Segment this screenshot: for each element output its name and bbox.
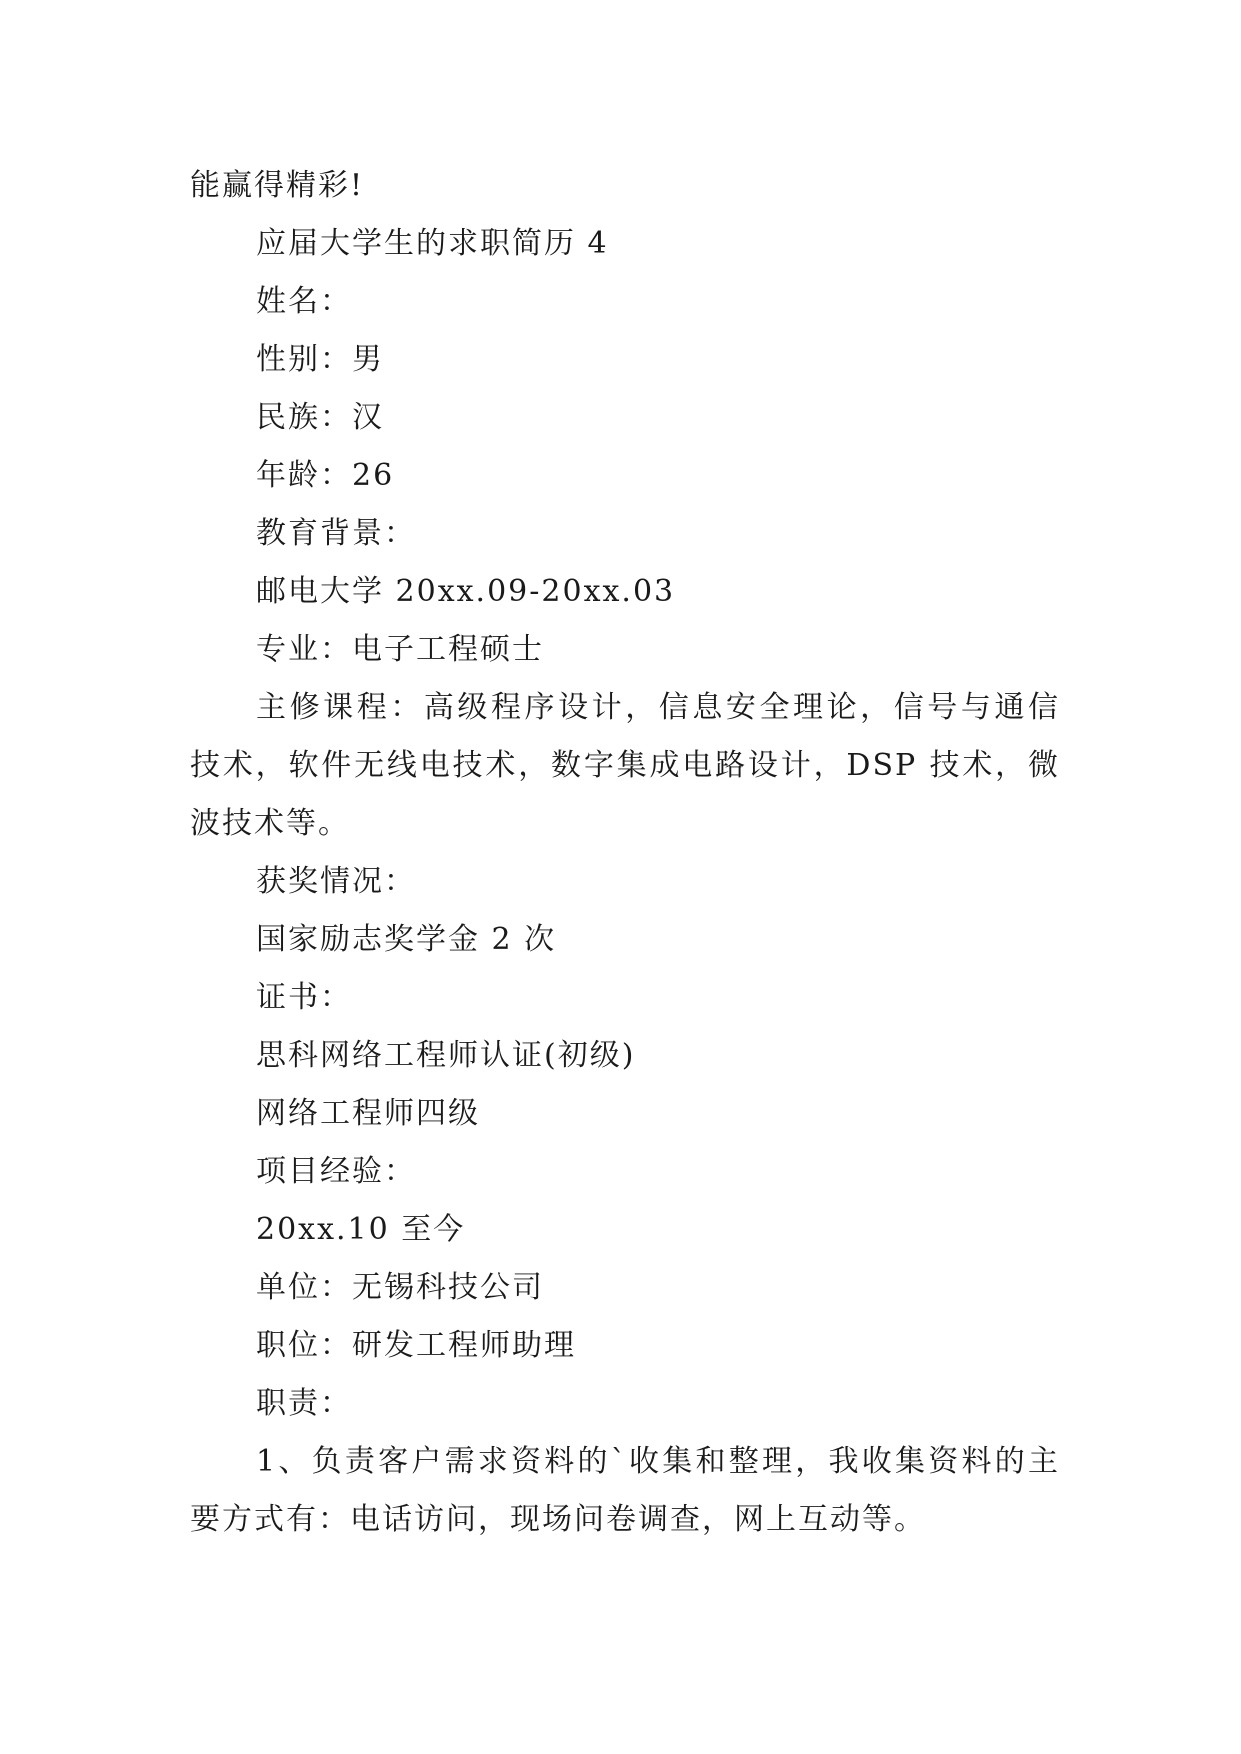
duty-line: 要方式有：电话访问，现场问卷调查，网上互动等。 <box>190 1502 926 1537</box>
age-field: 年龄：26 <box>256 458 395 493</box>
courses-line: 波技术等。 <box>190 806 350 841</box>
company-field: 单位：无锡科技公司 <box>256 1270 544 1305</box>
position-field: 职位：研发工程师助理 <box>256 1328 576 1363</box>
major-field: 专业：电子工程硕士 <box>256 632 544 667</box>
education-entry: 邮电大学 20xx.09-20xx.03 <box>256 574 676 609</box>
name-field: 姓名： <box>256 284 352 319</box>
project-period: 20xx.10 至今 <box>256 1212 466 1247</box>
certificate-item: 思科网络工程师认证(初级) <box>256 1038 636 1073</box>
courses-line: 技术，软件无线电技术，数字集成电路设计，DSP 技术，微 <box>190 748 1060 783</box>
award-item: 国家励志奖学金 2 次 <box>256 922 557 957</box>
courses-line: 主修课程：高级程序设计，信息安全理论，信号与通信 <box>256 690 1060 725</box>
section-heading: 应届大学生的求职简历 4 <box>256 226 609 261</box>
duties-heading: 职责： <box>256 1386 352 1421</box>
projects-heading: 项目经验： <box>256 1154 416 1189</box>
education-heading: 教育背景： <box>256 516 416 551</box>
awards-heading: 获奖情况： <box>256 864 416 899</box>
ethnicity-field: 民族：汉 <box>256 400 384 435</box>
certificates-heading: 证书： <box>256 980 352 1015</box>
duty-line: 1、负责客户需求资料的`收集和整理，我收集资料的主 <box>256 1444 1060 1479</box>
certificate-item: 网络工程师四级 <box>256 1096 480 1131</box>
text-line: 能赢得精彩! <box>190 168 365 203</box>
gender-field: 性别：男 <box>256 342 384 377</box>
